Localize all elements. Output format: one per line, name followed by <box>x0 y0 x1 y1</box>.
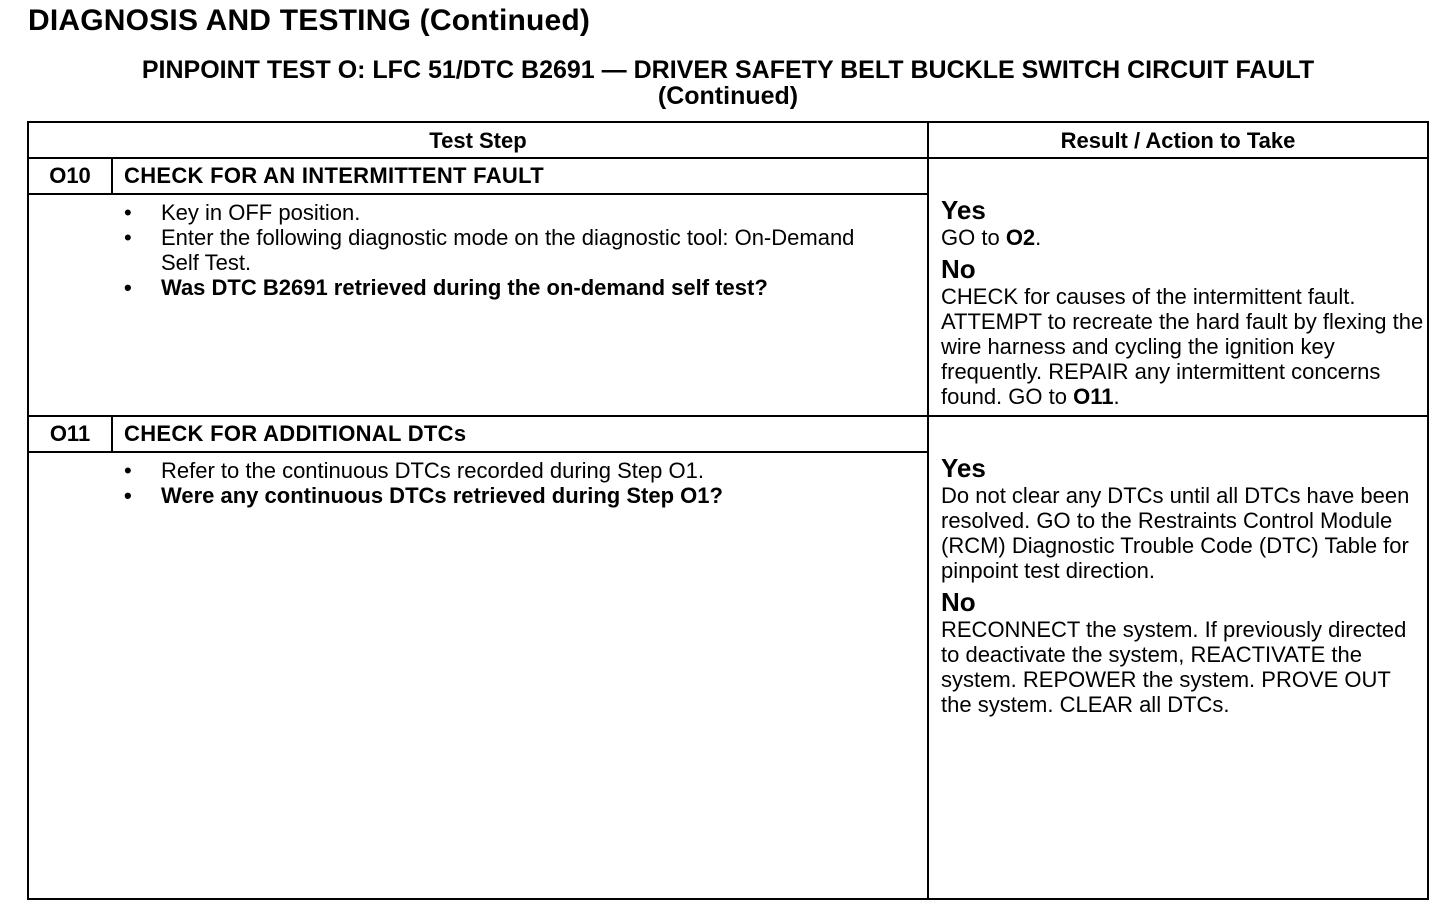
step-o10-result <box>941 195 1427 413</box>
bullet-icon: • <box>124 200 132 225</box>
yes-action: GO to O2. <box>941 225 1042 250</box>
bullet-icon: • <box>124 275 132 300</box>
step-o11-result <box>941 453 1427 721</box>
bullet-icon: • <box>124 458 132 483</box>
step-o10-title-divider <box>29 193 927 195</box>
no-label: No <box>941 587 976 617</box>
list-item: • Refer to the continuous DTCs recorded during Step O1. <box>124 458 704 483</box>
list-item: • Enter the following diagnostic mode on the diagnostic tool: On-Demand Self Test. <box>124 225 855 275</box>
yes-label: Yes <box>941 195 986 225</box>
step-o11-number-divider <box>111 417 113 451</box>
no-action: RECONNECT the system. If previously directed to deactivate the system, REACTIVATE the system. REPOWER the system. PROVE OUT the system. CLEAR all DTCs. <box>941 617 1407 717</box>
pinpoint-test-title-line1: PINPOINT TEST O: LFC 51/DTC B2691 — DRIVER SAFETY BELT BUCKLE SWITCH CIRCUIT FAULT <box>141 56 1315 84</box>
step-o11-instructions <box>124 458 723 508</box>
pinpoint-test-title-line2: (Continued) <box>657 82 799 110</box>
bullet-icon: • <box>124 483 132 508</box>
list-item: • Was DTC B2691 retrieved during the on-demand self test? <box>124 275 768 300</box>
column-divider <box>927 123 929 898</box>
pinpoint-test-table <box>27 121 1429 900</box>
step-o11-title-divider <box>29 451 927 453</box>
step-title: CHECK FOR ADDITIONAL DTCs <box>124 421 467 446</box>
pinpoint-test-title <box>28 57 1428 109</box>
list-item: • Key in OFF position. <box>124 200 361 225</box>
no-action: CHECK for causes of the intermittent fault. ATTEMPT to recreate the hard fault by flexing the wire harness and cycling the ignition key frequently. REPAIR any intermittent concerns found. GO to O11. <box>941 284 1424 409</box>
yes-label: Yes <box>941 453 986 483</box>
header-result-action: Result / Action to Take <box>1060 128 1296 153</box>
header-test-step: Test Step <box>429 128 527 153</box>
step-number: O11 <box>49 421 91 446</box>
bullet-icon: • <box>124 225 132 250</box>
page-title: DIAGNOSIS AND TESTING (Continued) <box>28 4 591 37</box>
list-item: • Were any continuous DTCs retrieved during Step O1? <box>124 483 723 508</box>
step-o10-instructions <box>124 200 861 300</box>
step-number: O10 <box>49 163 91 188</box>
step-o10-number-divider <box>111 159 113 193</box>
yes-action: Do not clear any DTCs until all DTCs have been resolved. GO to the Restraints Control Module (RCM) Diagnostic Trouble Code (DTC) Table for pinpoint test direction. <box>941 483 1410 583</box>
step-title: CHECK FOR AN INTERMITTENT FAULT <box>124 163 544 188</box>
no-label: No <box>941 254 976 284</box>
